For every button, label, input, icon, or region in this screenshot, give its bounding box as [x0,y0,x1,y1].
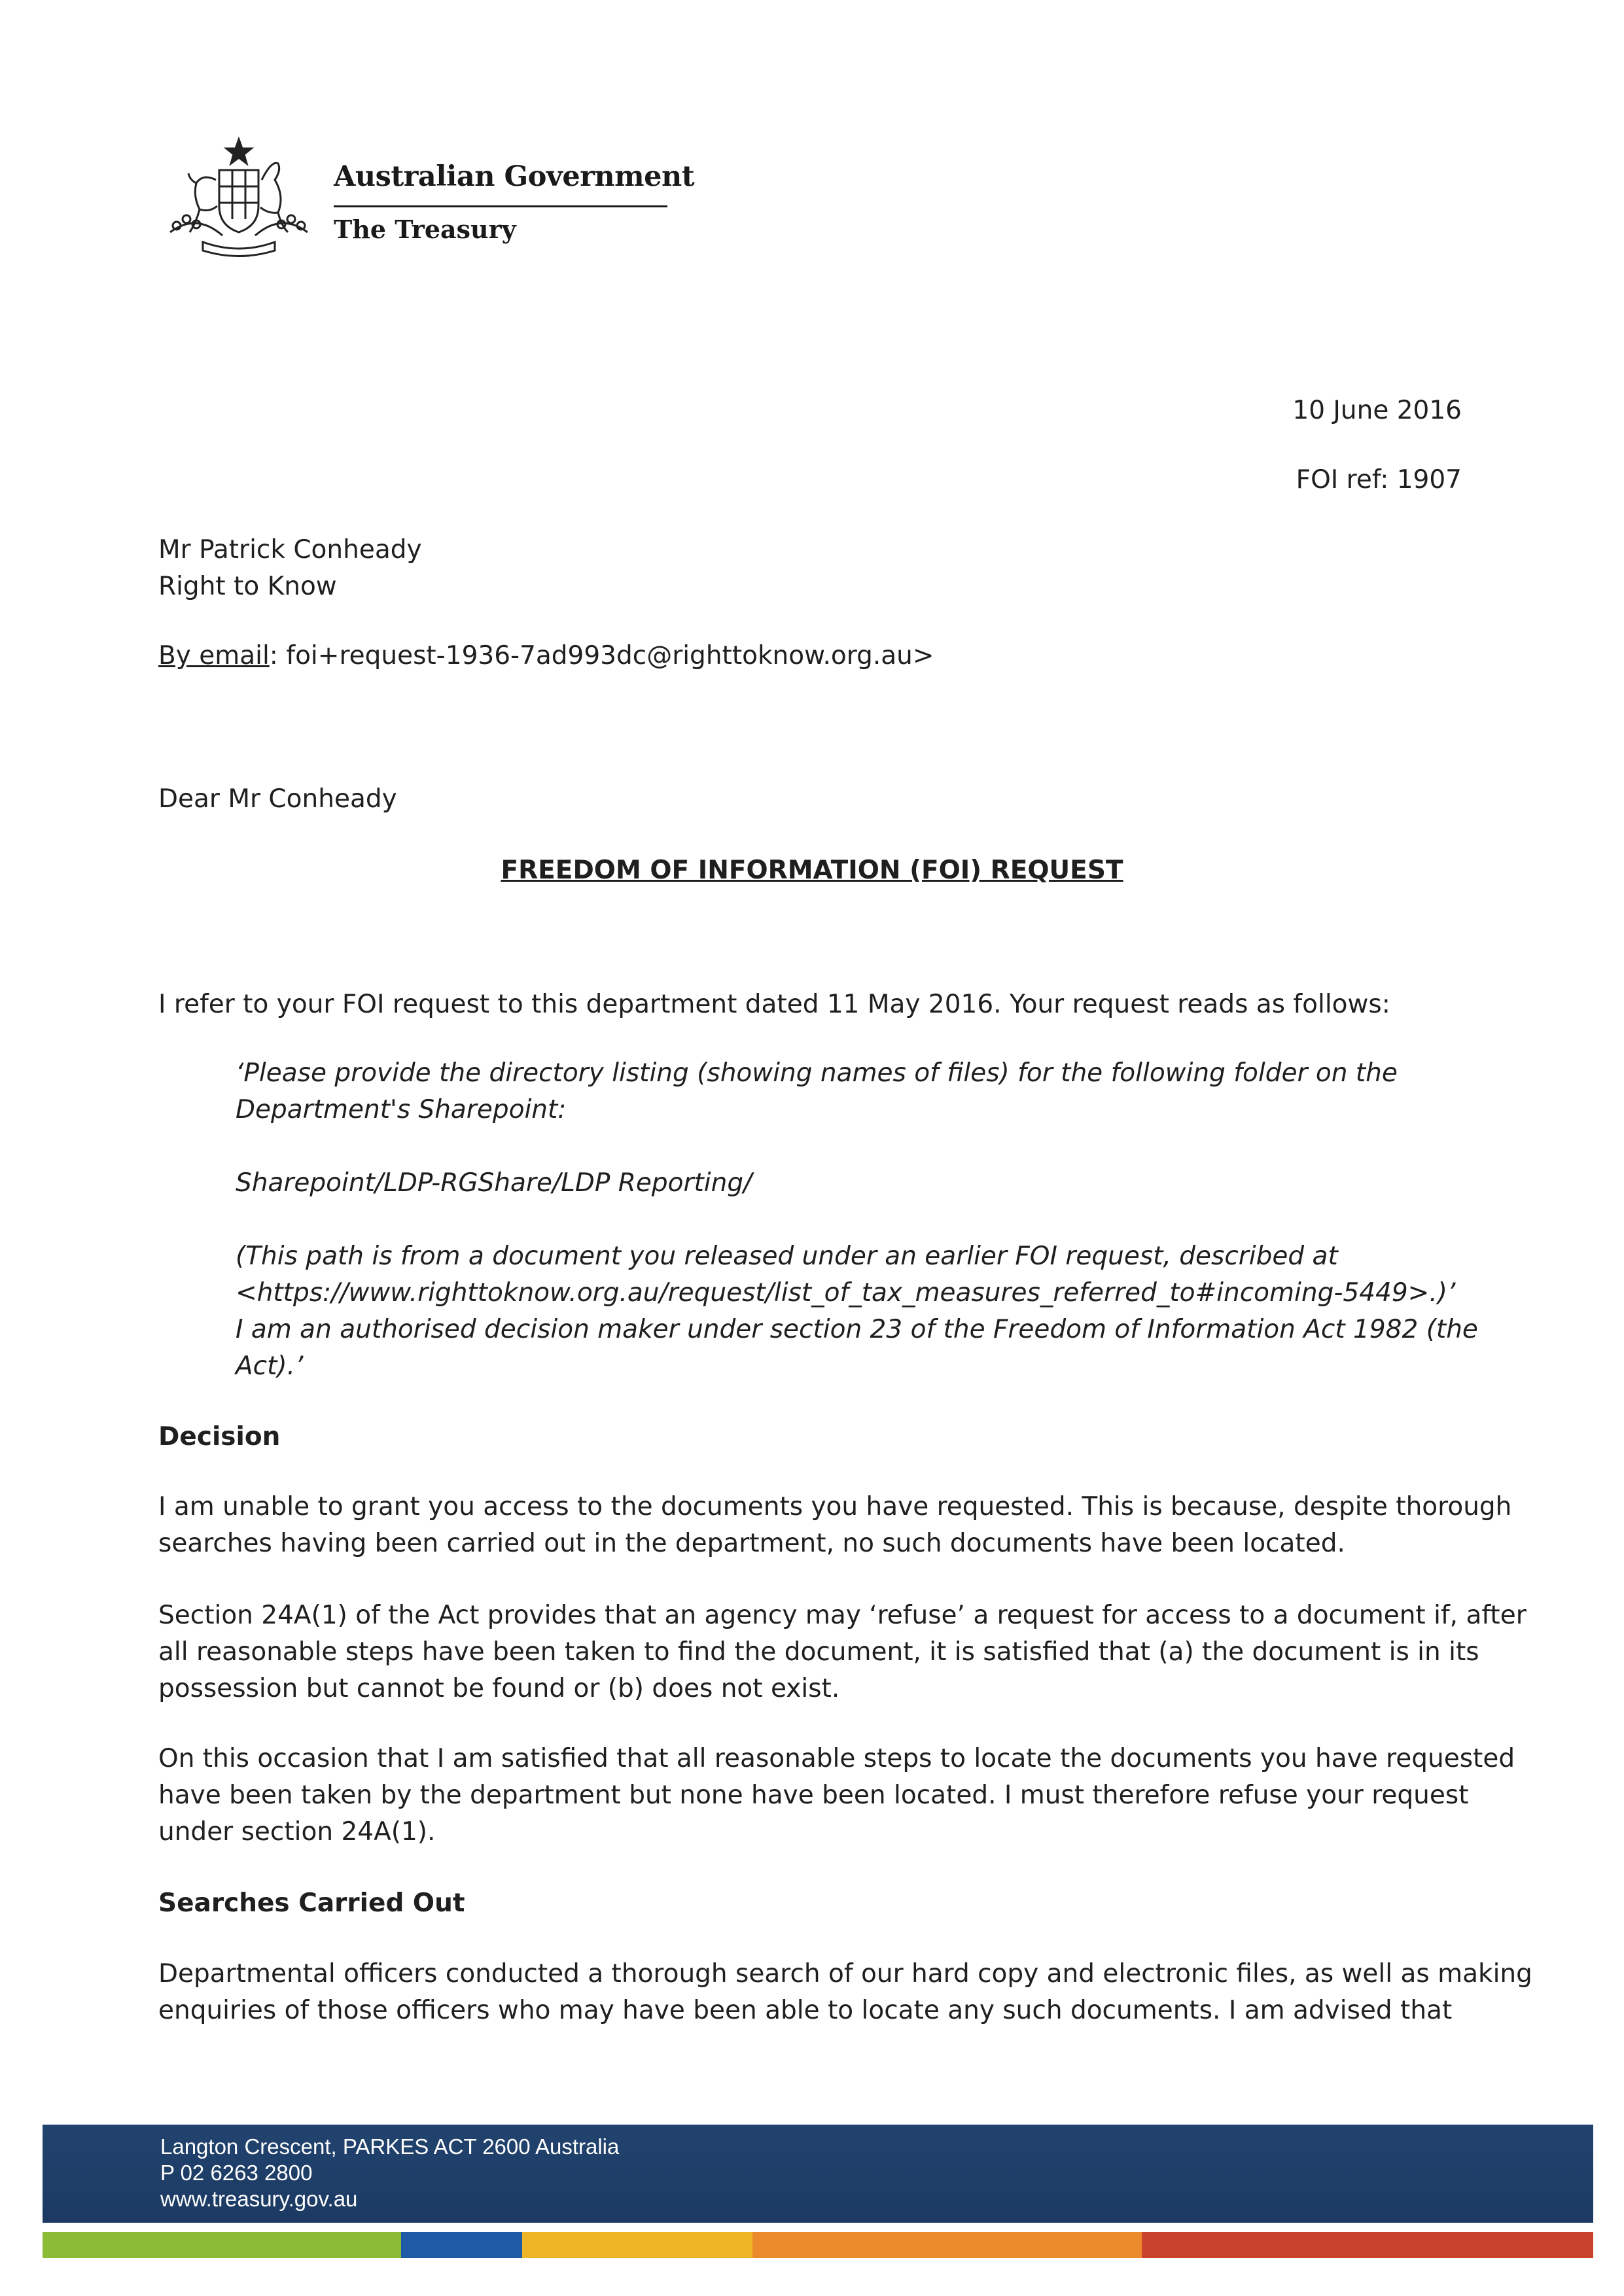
letterhead-divider [334,205,667,207]
intro-paragraph: I refer to your FOI request to this department dated 11 May 2016. Your request reads as follows: [158,990,1390,1019]
quote-line: ‘Please provide the directory listing (showing names of files) for the following folder on the [236,1058,1398,1088]
searches-paragraph-line: Departmental officers conducted a thorough search of our hard copy and electronic files, as well as making [158,1959,1532,1989]
footer-stripe-green [43,2232,401,2258]
searches-heading: Searches Carried Out [158,1888,465,1918]
decision-paragraph-line: under section 24A(1). [158,1817,436,1847]
quote-path: Sharepoint/LDP-RGShare/LDP Reporting/ [236,1168,752,1198]
footer-stripe-yellow [522,2232,752,2258]
decision-paragraph-line: Section 24A(1) of the Act provides that an agency may ‘refuse’ a request for access to a document if, after [158,1601,1527,1630]
decision-paragraph-line: On this occasion that I am satisfied that all reasonable steps to locate the documents you have requested [158,1744,1515,1773]
quote-line: I am an authorised decision maker under section 23 of the Freedom of Information Act 1982 (the [236,1315,1478,1344]
letter-title: FREEDOM OF INFORMATION (FOI) REQUEST [501,856,1123,885]
footer-stripe-blue [401,2232,522,2258]
footer-stripe-red [1142,2232,1593,2258]
quote-line: (This path is from a document you released under an earlier FOI request, described at [236,1242,1338,1271]
recipient-organisation: Right to Know [158,572,337,601]
footer-stripe-orange [752,2232,1142,2258]
decision-paragraph-line: have been taken by the department but none have been located. I must therefore refuse your request [158,1781,1469,1810]
letter-date: 10 June 2016 [1292,396,1462,425]
decision-paragraph-line: possession but cannot be found or (b) does not exist. [158,1674,840,1703]
decision-paragraph-line: searches having been carried out in the department, no such documents have been located. [158,1529,1345,1558]
department-name: The Treasury [334,215,516,244]
decision-heading: Decision [158,1422,281,1452]
searches-paragraph-line: enquiries of those officers who may have been able to locate any such documents. I am advised that [158,1996,1453,2025]
recipient-email [158,638,934,674]
email-label: By email [158,641,270,670]
coat-of-arms-icon [157,134,321,258]
quote-line: Department's Sharepoint: [236,1095,567,1124]
foi-reference: FOI ref: 1907 [1296,465,1462,495]
footer-website[interactable]: www.treasury.gov.au [160,2187,358,2211]
email-address: : foi+request-1936-7ad993dc@righttoknow.org.au> [269,641,934,670]
quote-link: <https://www.righttoknow.org.au/request/list_of_tax_measures_referred_to#incoming-5449>.)’ [236,1278,1456,1308]
decision-paragraph-line: all reasonable steps have been taken to find the document, it is satisfied that (a) the document is in its [158,1637,1479,1667]
quote-line: Act).’ [236,1351,304,1381]
decision-paragraph-line: I am unable to grant you access to the documents you have requested. This is because, despite thorough [158,1492,1512,1522]
footer-address: Langton Crescent, PARKES ACT 2600 Australia [160,2134,620,2159]
recipient-name: Mr Patrick Conheady [158,535,422,565]
government-name: Australian Government [334,160,695,193]
footer-phone: P 02 6263 2800 [160,2161,313,2185]
salutation: Dear Mr Conheady [158,784,397,814]
